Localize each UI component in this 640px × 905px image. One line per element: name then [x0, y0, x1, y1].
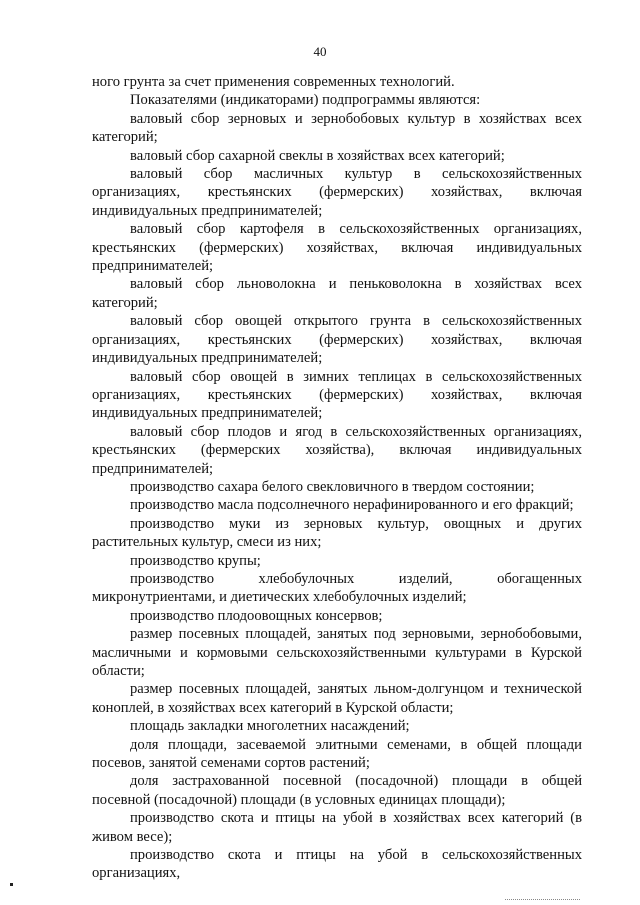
- paragraph: доля площади, засеваемой элитными семенами, в общей площади посевов, занятой семенами сортов растений;: [92, 736, 582, 772]
- paragraph: производство сахара белого свекловичного в твердом состоянии;: [130, 478, 535, 495]
- paragraph: валовый сбор льноволокна и пеньковолокна в хозяйствах всех категорий;: [92, 276, 582, 311]
- paragraph: производство муки из зерновых культур, овощных и других растительных культур, смеси из них;: [92, 515, 582, 551]
- paragraph: размер посевных площадей, занятых под зерновыми, зернобобовыми, масличными и кормовыми сельскохозяйственными культурами в Курской области;: [92, 626, 582, 679]
- document-body: [92, 73, 582, 883]
- paragraph: производство скота и птицы на убой в сельскохозяйственных организациях,: [92, 847, 582, 882]
- paragraph: производство плодоовощных консервов;: [130, 607, 383, 624]
- paragraph: валовый сбор плодов и ягод в сельскохозяйственных организациях, крестьянских (фермерских хозяйства), включая индивидуальных предпринимателей;: [92, 423, 582, 477]
- paragraph: производство масла подсолнечного нерафинированного и его фракций;: [130, 497, 574, 514]
- paragraph: площадь закладки многолетних насаждений;: [130, 718, 410, 735]
- paragraph: производство скота и птицы на убой в хозяйствах всех категорий (в живом весе);: [92, 810, 582, 845]
- page-number: 40: [313, 44, 327, 59]
- paragraph: валовый сбор сахарной свеклы в хозяйствах всех категорий;: [130, 147, 505, 164]
- paragraph: Показателями (индикаторами) подпрограммы являются:: [130, 92, 481, 109]
- footer-dotted-line: [505, 899, 580, 901]
- paragraph: валовый сбор зерновых и зернобобовых культур в хозяйствах всех категорий;: [92, 110, 582, 146]
- paragraph: доля застрахованной посевной (посадочной) площади в общей посевной (посадочной) площади (в условных единицах площади);: [92, 773, 582, 808]
- paragraph: размер посевных площадей, занятых льном-долгунцом и технической коноплей, в хозяйствах всех категорий в Курской области;: [92, 681, 582, 716]
- paragraph: валовый сбор овощей открытого грунта в сельскохозяйственных организациях, крестьянских (фермерских) хозяйствах, включая индивидуальных предпринимателей;: [92, 313, 582, 367]
- paragraph: ного грунта за счет применения современных технологий.: [92, 74, 455, 90]
- paragraph: валовый сбор овощей в зимних теплицах в сельскохозяйственных организациях, крестьянских (фермерских) хозяйствах, включая индивидуальных предпринимателей;: [92, 368, 582, 422]
- scan-artifact-dot: [10, 883, 13, 886]
- paragraph: производство хлебобулочных изделий, обогащенных микронутриентами, и диетических хлебобулочных изделий;: [92, 570, 582, 606]
- paragraph: валовый сбор масличных культур в сельскохозяйственных организациях, крестьянских (фермерских) хозяйствах, включая индивидуальных предпринимателей;: [92, 166, 582, 219]
- paragraph: валовый сбор картофеля в сельскохозяйственных организациях, крестьянских (фермерских) хозяйствах, включая индивидуальных предпринимателей;: [92, 221, 582, 275]
- paragraph: производство крупы;: [130, 552, 261, 569]
